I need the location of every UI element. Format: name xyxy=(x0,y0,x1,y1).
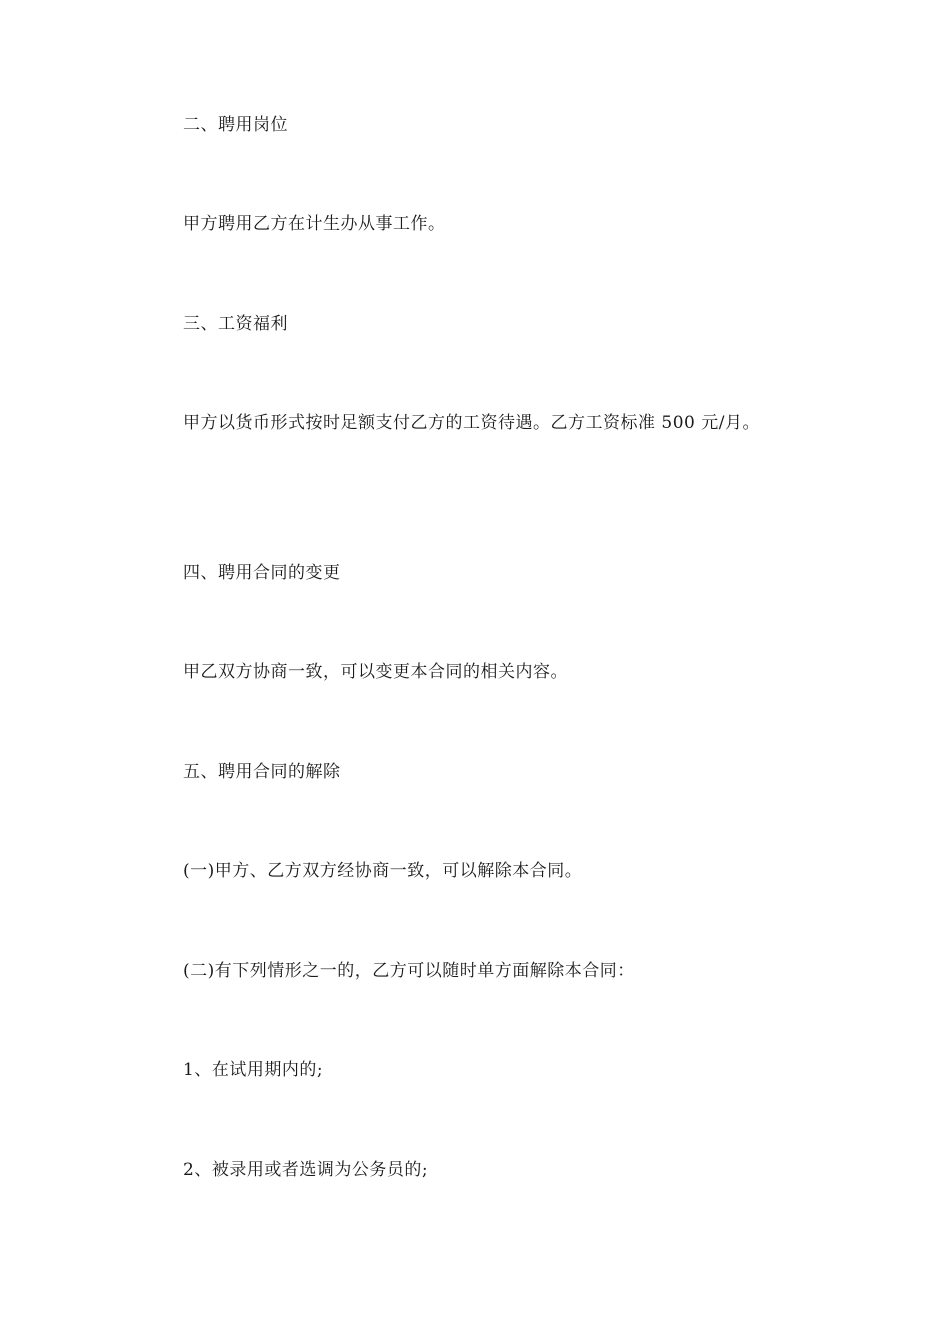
paragraph-contract-change: 甲乙双方协商一致，可以变更本合同的相关内容。 xyxy=(183,662,568,682)
section-heading-position: 二、聘用岗位 xyxy=(183,115,288,135)
paragraph-salary: 甲方以货币形式按时足额支付乙方的工资待遇。乙方工资标准 500 元/月。 xyxy=(183,413,760,433)
paragraph-termination-clause-2: (二)有下列情形之一的，乙方可以随时单方面解除本合同： xyxy=(183,961,635,981)
paragraph-termination-clause-1: (一)甲方、乙方双方经协商一致，可以解除本合同。 xyxy=(183,861,583,881)
list-item-civil-servant: 2、被录用或者选调为公务员的; xyxy=(183,1160,429,1180)
list-item-probation: 1、在试用期内的; xyxy=(183,1060,324,1080)
section-heading-salary: 三、工资福利 xyxy=(183,314,288,334)
section-heading-contract-termination: 五、聘用合同的解除 xyxy=(183,762,341,782)
section-heading-contract-change: 四、聘用合同的变更 xyxy=(183,563,341,583)
paragraph-position: 甲方聘用乙方在计生办从事工作。 xyxy=(183,214,446,234)
